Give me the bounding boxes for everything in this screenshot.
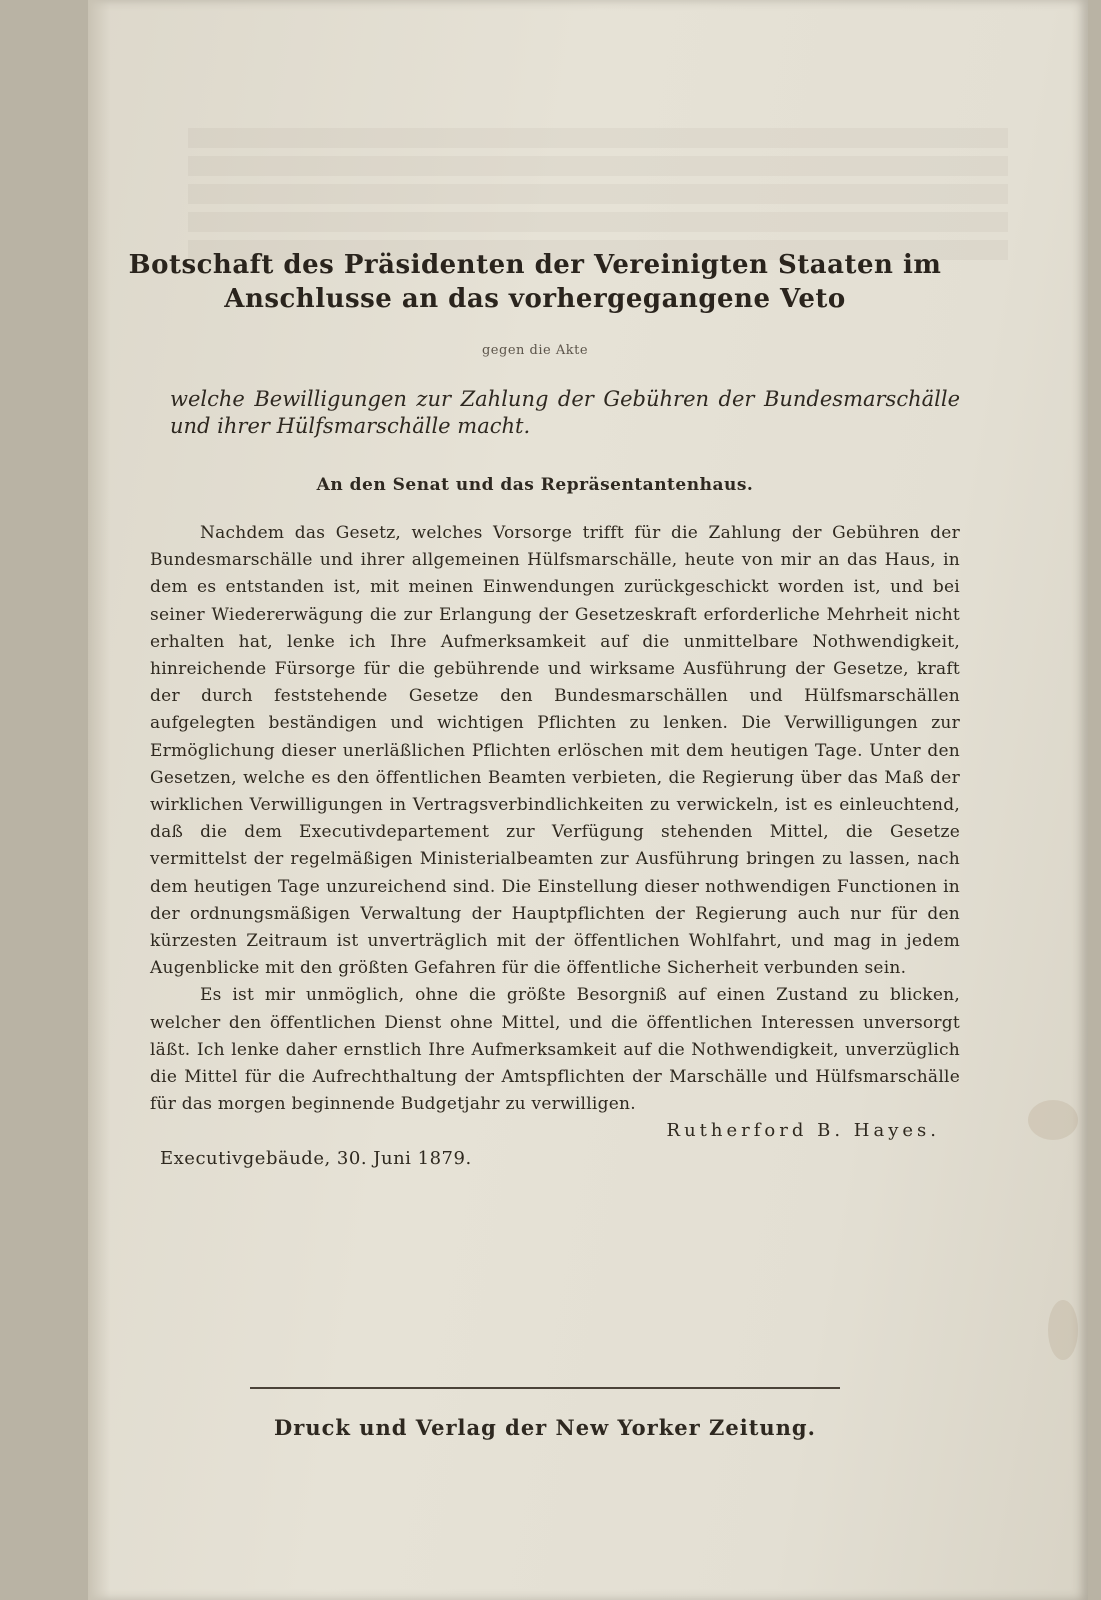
page-edge-shadow: [88, 0, 110, 1600]
signature: Rutherford B. Hayes.: [666, 1120, 940, 1141]
paper-stain: [1048, 1300, 1078, 1360]
document-title: Botschaft des Präsidenten der Vereinigten Staaten im Anschlusse an das vorhergegangene Veto: [128, 250, 942, 314]
dateline: Executivgebäude, 30. Juni 1879.: [160, 1148, 472, 1169]
paper-stain: [1028, 1100, 1078, 1140]
divider-rule: [250, 1387, 840, 1389]
message-body: [150, 520, 960, 1118]
publisher-imprint: Druck und Verlag der New Yorker Zeitung.: [274, 1415, 816, 1440]
subtitle-small: gegen die Akte: [481, 343, 589, 358]
paragraph: Es ist mir unmöglich, ohne die größte Besorgniß auf einen Zustand zu blicken, welcher den öffentlichen Dienst ohne Mittel, und die öffentlichen Interessen unversorgt läßt. Ich lenke daher ernstlich Ihre Aufmerksamkeit auf die Nothwendigkeit, unverzüglich die Mittel für die Aufrechthaltung der Amtspflichten der Marschälle und Hülfsmarschälle für das morgen beginnende Budgetjahr zu verwilligen.: [150, 985, 960, 1115]
subtitle-large: welche Bewilligungen zur Zahlung der Gebühren der Bundesmarschälle und ihrer Hülfsmarschälle macht.: [170, 387, 960, 438]
address-line: An den Senat und das Repräsentantenhaus.: [316, 475, 754, 495]
paragraph: Nachdem das Gesetz, welches Vorsorge trifft für die Zahlung der Gebühren der Bundesmarschälle und ihrer allgemeinen Hülfsmarschälle, heute von mir an das Haus, in dem es entstanden ist, mit meinen Einwendungen zurückgeschickt worden ist, und bei seiner Wiedererwägung die zur Erlangung der Gesetzeskraft erforderliche Mehrheit nicht erhalten hat, lenke ich Ihre Aufmerksamkeit auf die unmittelbare Nothwendigkeit, hinreichende Fürsorge für die gebührende und wirksame Ausführung der Gesetze, kraft der durch feststehende Gesetze den Bundesmarschällen und Hülfsmarschällen aufgelegten beständigen und wichtigen Pflichten zu lenken. Die Verwilligungen zur Ermöglichung dieser unerläßlichen Pflichten erlöschen mit dem heutigen Tage. Unter den Gesetzen, welche es den öffentlichen Beamten verbieten, die Regierung über das Maß der wirklichen Verwilligungen in Vertragsverbindlichkeiten zu verwickeln, ist es einleuchtend, daß die dem Executivdepartement zur Verfügung stehenden Mittel, die Gesetze vermittelst der regelmäßigen Ministerialbeamten zur Ausführung bringen zu lassen, nach dem heutigen Tage unzureichend sind. Die Einstellung dieser nothwendigen Functionen in der ordnungsmäßigen Verwaltung der Hauptpflichten der Regierung auch nur für den kürzesten Zeitraum ist unverträglich mit der öffentlichen Wohlfahrt, und mag in jedem Augenblicke mit den größten Gefahren für die öffentliche Sicherheit verbunden sein.: [150, 523, 960, 979]
